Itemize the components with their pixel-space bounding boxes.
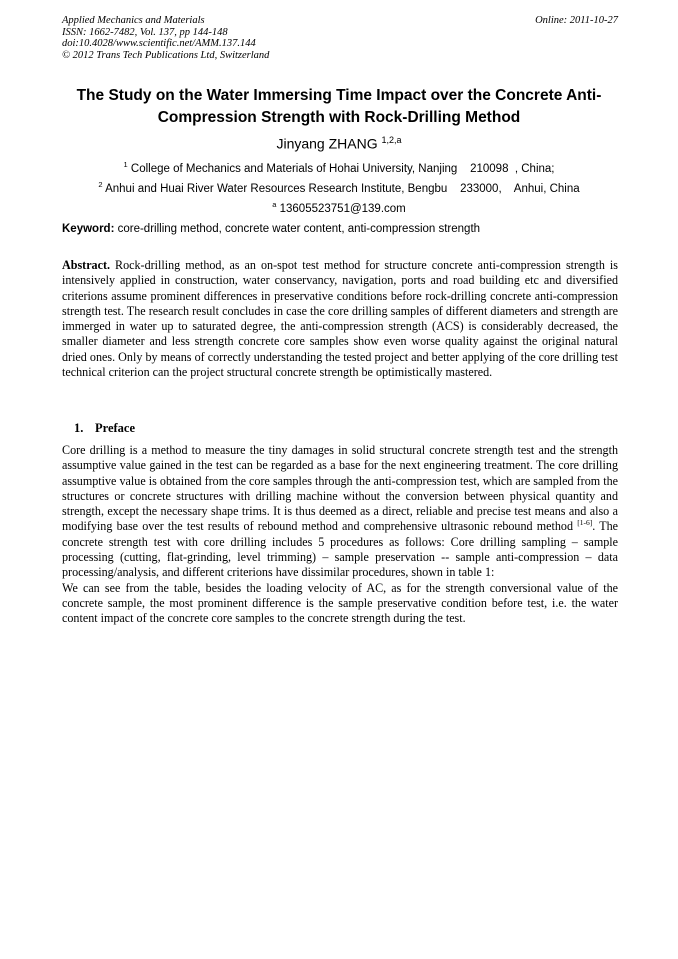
paragraph-1-part-b: . The concrete strength test with core drilling includes 5 procedures as follows: Core drilling sampling – sample processing (cutting, flat-grinding, level trimming) – sample preservation -- sample anti-compression – data processing/analysis, and different criterions have dissimilar procedures, shown in table 1: <box>62 519 619 580</box>
affiliation-1 <box>40 157 638 177</box>
section-title: Preface <box>95 421 136 435</box>
section-heading <box>74 421 135 436</box>
affiliation-2 <box>40 177 638 197</box>
affiliation-2-mark: 2 <box>98 179 103 189</box>
author-affiliation-marks: 1,2,a <box>381 135 402 145</box>
author-line <box>40 131 638 153</box>
section-number: 1. <box>74 421 84 435</box>
paper-title: The Study on the Water Immersing Time Impact over the Concrete Anti-Compression Strength with Rock-Drilling Method <box>76 87 602 126</box>
email-mark: a <box>272 199 277 209</box>
abstract-text: Rock-drilling method, as an on-spot test method for structure concrete anti-compression strength is intensively applied in construction, water conservancy, navigation, ports and road building etc and diversified criterions assume prominent differences in preservative conditions before rock-drilling concrete anti-compression strength test. The research result concludes in case the core drilling samples of different diameters and strength are immerged in water up to saturated degree, the anti-compression strength (ACS) is considerably decreased, the smaller diameter and less strength concrete core samples show even worse quality against the original natural dried ones. Only by means of correctly understanding the tested project and better applying of the core drilling test technical criterion can the project structural concrete strength be optimistically mastered. <box>62 258 618 380</box>
keywords-text: core-drilling method, concrete water content, anti-compression strength <box>117 223 481 235</box>
abstract <box>62 258 618 380</box>
online-date: Online: 2011-10-27 <box>535 15 618 26</box>
author-email <box>40 197 638 217</box>
affiliation-2-text: Anhui and Huai River Water Resources Research Institute, Bengbu 233000, Anhui, China <box>105 182 580 195</box>
paragraph-1-part-a: Core drilling is a method to measure the tiny damages in solid structural concrete strength test and the strength assumptive value gained in the test can be regarded as a base for the next engineering treatment. The core drilling assumptive value is obtained from the core samples through the anti-compression test, which are sampled from the structures or concrete structures with drilling machine without the conversion between physical quantity and strength, except the necessary shape trims. It is thus deemed as a direct, reliable and precise test means and also a modifying base over the test results of rebound method and comprehensive ultrasonic rebound method <box>62 443 618 534</box>
affiliation-1-mark: 1 <box>123 160 128 169</box>
keywords-label: Keyword: <box>62 223 115 235</box>
paragraph-1 <box>62 443 618 581</box>
journal-name: Applied Mechanics and Materials <box>62 15 205 26</box>
affiliations <box>40 157 638 216</box>
email-text: 13605523751@139.com <box>279 202 406 215</box>
affiliation-1-text: College of Mechanics and Materials of Hohai University, Nanjing 210098 , China; <box>130 162 555 175</box>
journal-header <box>62 15 618 61</box>
keywords <box>62 222 618 237</box>
paragraph-2: We can see from the table, besides the loading velocity of AC, as for the strength conversional value of the concrete sample, the most prominent difference is the sample preservative condition before test, i.e. the water content impact of the concrete core samples to the concrete strength during the test. <box>62 580 618 626</box>
citation-ref: [1-6] <box>577 518 593 528</box>
author-name: Jinyang ZHANG <box>276 135 378 152</box>
journal-issn: ISSN: 1662-7482, Vol. 137, pp 144-148 <box>62 26 228 38</box>
abstract-label: Abstract. <box>62 258 111 272</box>
journal-copyright: © 2012 Trans Tech Publications Ltd, Switzerland <box>62 49 270 61</box>
journal-doi: doi:10.4028/www.scientific.net/AMM.137.144 <box>62 38 256 49</box>
body-text <box>62 443 618 627</box>
